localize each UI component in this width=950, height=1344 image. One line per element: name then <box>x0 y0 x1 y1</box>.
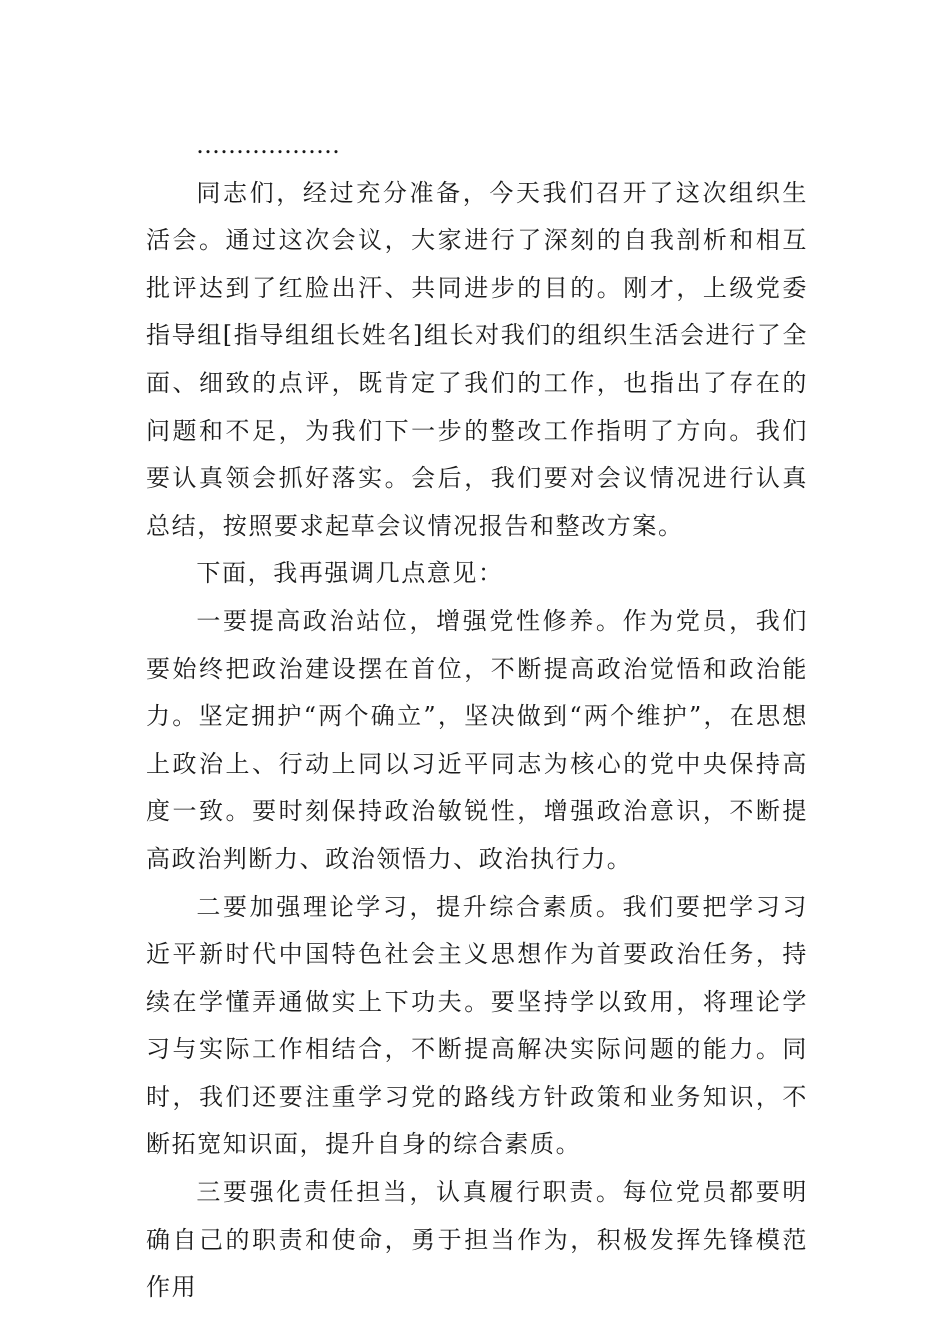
paragraph-point-three: 三要强化责任担当，认真履行职责。每位党员都要明确自己的职责和使命，勇于担当作为，积极发挥先锋模范作用 <box>146 1178 808 1302</box>
document-body <box>146 122 808 1312</box>
paragraph-opening: 同志们，经过充分准备，今天我们召开了这次组织生活会。通过这次会议，大家进行了深刻的自我剖析和相互批评达到了红脸出汗、共同进步的目的。刚才，上级党委指导组[指导组组长姓名]组长对我们的组织生活会进行了全面、细致的点评，既肯定了我们的工作，也指出了存在的问题和不足，为我们下一步的整改工作指明了方向。我们要认真领会抓好落实。会后，我们要对会议情况进行认真总结，按照要求起草会议情况报告和整改方案。 <box>146 178 808 540</box>
paragraph-transition: 下面，我再强调几点意见： <box>196 559 504 588</box>
paragraph-point-two: 二要加强理论学习，提升综合素质。我们要把学习习近平新时代中国特色社会主义思想作为首要政治任务，持续在学懂弄通做实上下功夫。要坚持学以致用，将理论学习与实际工作相结合，不断提高解决实际问题的能力。同时，我们还要注重学习党的路线方针政策和业务知识，不断拓宽知识面，提升自身的综合素质。 <box>146 892 808 1159</box>
paragraph-point-one: 一要提高政治站位，增强党性修养。作为党员，我们要始终把政治建设摆在首位，不断提高政治觉悟和政治能力。坚定拥护“两个确立”，坚决做到“两个维护”，在思想上政治上、行动上同以习近平同志为核心的党中央保持高度一致。要时刻保持政治敏锐性，增强政治意识，不断提高政治判断力、政治领悟力、政治执行力。 <box>146 606 808 873</box>
ellipsis-line: ……………… <box>196 131 340 159</box>
